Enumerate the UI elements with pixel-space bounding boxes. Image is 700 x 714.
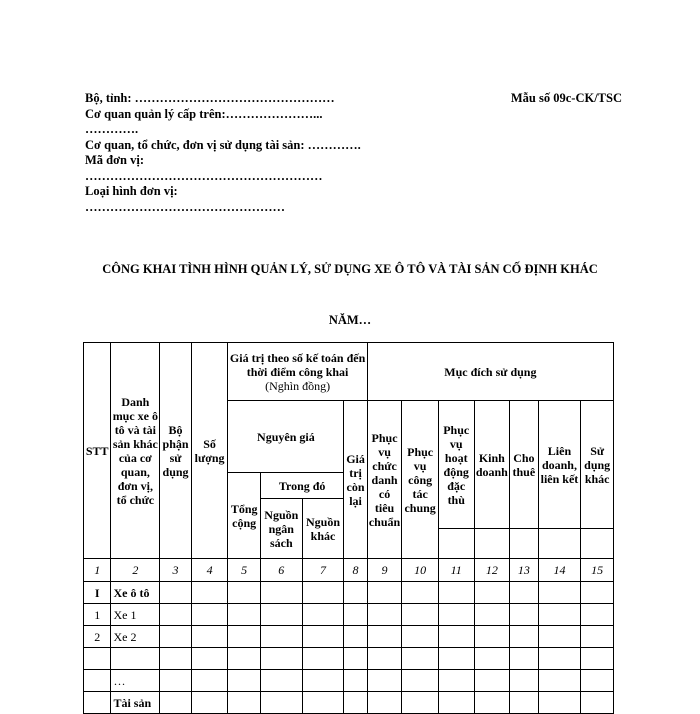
column-number: 1 xyxy=(84,559,111,582)
header-category: Danh mục xe ô tô và tài sản khác của cơ quan, đơn vị, tổ chức xyxy=(111,343,160,559)
asset-table xyxy=(83,342,614,714)
column-number: 13 xyxy=(510,559,538,582)
table-row xyxy=(84,604,614,626)
table-row xyxy=(84,582,614,604)
unit-type-value: ………………………………………… xyxy=(85,199,285,214)
header-book-value-text: Giá trị theo số kế toán đến thời điểm công khai xyxy=(229,350,366,379)
header-empty-cell xyxy=(474,529,510,559)
header-total: Tổng cộng xyxy=(228,473,261,559)
header-purpose-title-holder: Phục vụ chức danh có tiêu chuẩn xyxy=(367,401,402,559)
header-purpose-lease: Cho thuê xyxy=(510,401,538,529)
column-number: 9 xyxy=(367,559,402,582)
column-number: 3 xyxy=(160,559,192,582)
column-number: 6 xyxy=(260,559,302,582)
header-purpose-business: Kinh doanh xyxy=(474,401,510,529)
user-agency-line: Cơ quan, tổ chức, đơn vị sử dụng tài sản: …………. xyxy=(85,137,361,152)
header-stt: STT xyxy=(84,343,111,559)
header-purpose-general: Phục vụ công tác chung xyxy=(402,401,439,559)
column-number: 10 xyxy=(402,559,439,582)
row-name xyxy=(111,648,160,670)
header-empty-cell xyxy=(581,529,614,559)
header-book-value-unit: (Nghìn đồng) xyxy=(265,378,331,393)
header-quantity: Số lượng xyxy=(191,343,228,559)
column-number: 8 xyxy=(344,559,367,582)
document-title: CÔNG KHAI TÌNH HÌNH QUẢN LÝ, SỬ DỤNG XE Ô TÔ VÀ TÀI SẢN CỐ ĐỊNH KHÁC xyxy=(102,262,598,276)
column-number-row xyxy=(84,559,614,582)
unit-code-label: Mã đơn vị: xyxy=(85,153,145,167)
row-name: Xe 1 xyxy=(111,604,160,626)
column-number: 5 xyxy=(228,559,261,582)
header-purpose-special: Phục vụ hoạt động đặc thù xyxy=(438,401,474,529)
row-name: Xe 2 xyxy=(111,626,160,648)
row-name: Tài sản xyxy=(111,692,160,714)
header-empty-cell xyxy=(438,529,474,559)
superior-agency-line-cont: …………. xyxy=(85,122,139,136)
form-code: Mẫu số 09c-CK/TSC xyxy=(510,91,622,105)
unit-code-value: ………………………………………………… xyxy=(85,168,323,183)
row-name: Xe ô tô xyxy=(111,582,160,604)
header-empty-cell xyxy=(538,529,581,559)
header-book-value xyxy=(228,343,367,401)
table-row xyxy=(84,692,614,714)
header-of-which: Trong đó xyxy=(260,473,343,499)
row-name: … xyxy=(111,670,160,692)
column-number: 11 xyxy=(438,559,474,582)
table-row xyxy=(84,626,614,648)
header-purpose-joint: Liên doanh, liên kết xyxy=(538,401,581,529)
header-other-source: Nguồn khác xyxy=(302,499,344,559)
row-stt: 1 xyxy=(84,604,111,626)
row-stt xyxy=(84,692,111,714)
document-header xyxy=(85,91,625,215)
column-number: 14 xyxy=(538,559,581,582)
row-stt: I xyxy=(84,582,111,604)
header-purpose: Mục đích sử dụng xyxy=(367,343,613,401)
header-original-cost: Nguyên giá xyxy=(228,401,344,473)
column-number: 4 xyxy=(191,559,228,582)
document-year: NĂM… xyxy=(328,313,372,327)
header-empty-cell xyxy=(510,529,538,559)
ministry-line: Bộ, tỉnh: ………………………………………… xyxy=(85,91,335,105)
header-purpose-other: Sử dụng khác xyxy=(581,401,614,529)
row-stt: 2 xyxy=(84,626,111,648)
column-number: 7 xyxy=(302,559,344,582)
row-stt xyxy=(84,648,111,670)
column-number: 15 xyxy=(581,559,614,582)
column-number: 12 xyxy=(474,559,510,582)
table-row xyxy=(84,670,614,692)
unit-type-label: Loại hình đơn vị: xyxy=(85,184,178,198)
column-number: 2 xyxy=(111,559,160,582)
header-residual-value: Giá trị còn lại xyxy=(344,401,367,559)
superior-agency-line: Cơ quan quản lý cấp trên:…………………... xyxy=(85,106,323,121)
header-state-budget: Nguồn ngân sách xyxy=(260,499,302,559)
header-department: Bộ phận sử dụng xyxy=(160,343,192,559)
table-row xyxy=(84,648,614,670)
row-stt xyxy=(84,670,111,692)
